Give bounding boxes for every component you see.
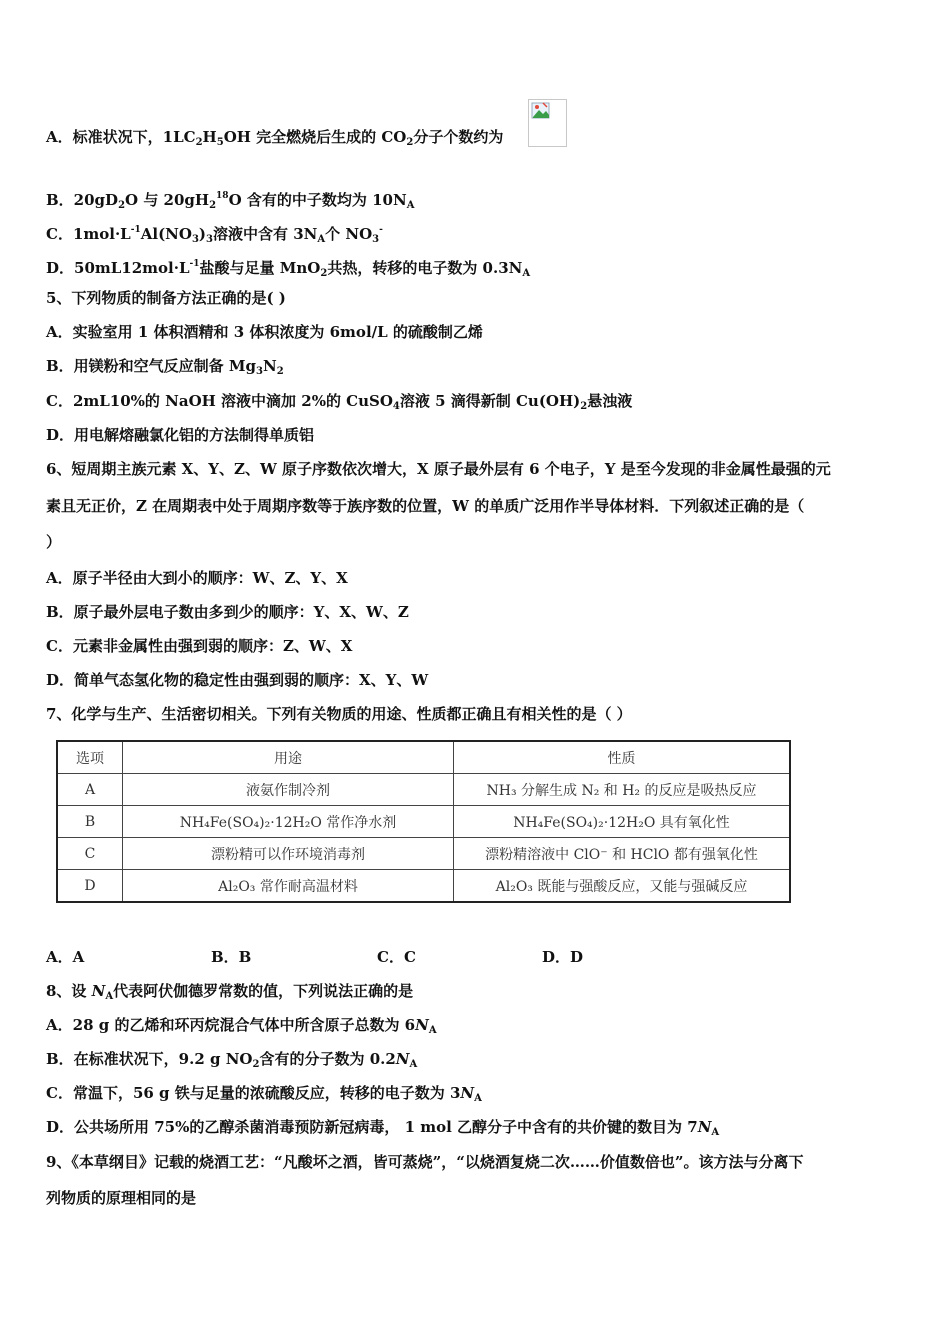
q7-option-c: C．C <box>377 948 416 966</box>
q6-stem-line3: ） <box>46 533 62 551</box>
table-cell-property: NH₃ 分解生成 N₂ 和 H₂ 的反应是吸热反应 <box>454 774 791 806</box>
q4-option-b: B．$20gD_2O$ 与 $20gH_2^{18}O$ 含有的中子数均为 $10N_A$ <box>46 191 415 211</box>
table-cell-property: Al₂O₃ 既能与强酸反应，又能与强碱反应 <box>454 870 791 903</box>
table-row <box>57 774 790 806</box>
q7-stem: 7、化学与生产、生活密切相关。下列有关物质的用途、性质都正确且有相关性的是（ ） <box>46 705 632 723</box>
table-cell-use: NH₄Fe(SO₄)₂·12H₂O 常作净水剂 <box>123 806 454 838</box>
q4-option-a: A．标准状况下，$1LC_2H_5OH$ 完全燃烧后生成的 $CO_2$分子个数约为 <box>46 128 504 148</box>
q7-table <box>56 740 791 903</box>
q8-option-b: B．在标准状况下，9.2 g $NO_2$含有的分子数为 $0.2N_A$ <box>46 1050 418 1070</box>
table-cell-option: A <box>57 774 123 806</box>
table-cell-option: D <box>57 870 123 903</box>
q7-option-a: A．A <box>46 948 85 966</box>
q6-option-b: B．原子最外层电子数由多到少的顺序：Y、X、W、Z <box>46 603 409 621</box>
q5-stem: 5、下列物质的制备方法正确的是( ) <box>46 289 286 307</box>
table-cell-option: B <box>57 806 123 838</box>
q4-option-c: C．$1mol\cdot L^{-1}Al(NO_3)_3$溶液中含有 $3N_A$个 $NO_3^-$ <box>46 225 383 245</box>
q8-option-d: D．公共场所用 75%的乙醇杀菌消毒预防新冠病毒， 1 mol 乙醇分子中含有的共价键的数目为 $7N_A$ <box>46 1118 720 1138</box>
table-header-cell: 选项 <box>57 741 123 774</box>
table-cell-use: 液氨作制冷剂 <box>123 774 454 806</box>
q6-option-c: C．元素非金属性由强到弱的顺序：Z、W、X <box>46 637 353 655</box>
q8-option-a: A．28 g 的乙烯和环丙烷混合气体中所含原子总数为 $6N_A$ <box>46 1016 437 1036</box>
q4-option-d: D．$50mL12mol\cdot L^{-1}$盐酸与足量 MnO$_2$共热，转移的电子数为 $0.3N_A$ <box>46 259 531 279</box>
q6-option-d: D．简单气态氢化物的稳定性由强到弱的顺序：X、Y、W <box>46 671 429 689</box>
table-cell-property: NH₄Fe(SO₄)₂·12H₂O 具有氧化性 <box>454 806 791 838</box>
broken-image-icon <box>528 99 567 147</box>
table-row <box>57 806 790 838</box>
q5-option-b: B．用镁粉和空气反应制备 $Mg_3N_2$ <box>46 357 284 377</box>
table-row <box>57 838 790 870</box>
table-cell-use: Al₂O₃ 常作耐高温材料 <box>123 870 454 903</box>
table-row <box>57 870 790 903</box>
q9-stem-line1: 9、《本草纲目》记载的烧酒工艺：“凡酸坏之酒，皆可蒸烧”，“以烧酒复烧二次……价值数倍也”。该方法与分离下 <box>46 1153 804 1171</box>
q8-stem: 8、设 $N_A$代表阿伏伽德罗常数的值，下列说法正确的是 <box>46 982 414 1002</box>
table-header-cell: 用途 <box>123 741 454 774</box>
table-cell-use: 漂粉精可以作环境消毒剂 <box>123 838 454 870</box>
q6-option-a: A．原子半径由大到小的顺序：W、Z、Y、X <box>46 569 348 587</box>
q5-option-a: A．实验室用 1 体积酒精和 3 体积浓度为 6mol/L 的硫酸制乙烯 <box>46 323 483 341</box>
table-header-row <box>57 741 790 774</box>
q5-option-d: D．用电解熔融氯化铝的方法制得单质铝 <box>46 426 315 444</box>
table-header-cell: 性质 <box>454 741 791 774</box>
q6-stem-line1: 6、短周期主族元素 X、Y、Z、W 原子序数依次增大，X 原子最外层有 6 个电子，Y 是至今发现的非金属性最强的元 <box>46 460 831 478</box>
q9-stem-line2: 列物质的原理相同的是 <box>46 1189 197 1207</box>
q7-option-d: D．D <box>542 948 584 966</box>
q6-stem-line2: 素且无正价，Z 在周期表中处于周期序数等于族序数的位置，W 的单质广泛用作半导体材料．下列叙述正确的是（ <box>46 497 805 515</box>
q5-option-c: C．2mL10%的 NaOH 溶液中滴加 2%的 CuSO$_4$溶液 5 滴得新制 $Cu(OH)_2$悬浊液 <box>46 392 633 412</box>
table-cell-option: C <box>57 838 123 870</box>
q8-option-c: C．常温下，56 g 铁与足量的浓硫酸反应，转移的电子数为 $3N_A$ <box>46 1084 482 1104</box>
q7-option-b: B．B <box>211 948 252 966</box>
table-cell-property: 漂粉精溶液中 ClO⁻ 和 HClO 都有强氧化性 <box>454 838 791 870</box>
